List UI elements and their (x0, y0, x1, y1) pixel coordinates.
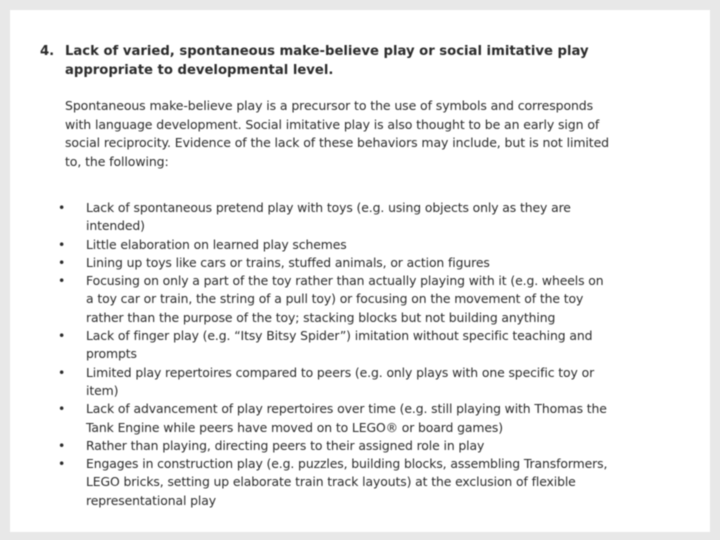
list-item-line: Lack of advancement of play repertoires over time (e.g. still playing with Thomas the (86, 401, 607, 417)
section-number: 4. (40, 44, 55, 59)
bullet-dot-icon: • (58, 456, 66, 472)
list-item-line: rather than the purpose of the toy; stacking blocks but not building anything (86, 309, 556, 325)
list-item-line: LEGO bricks, setting up elaborate train track layouts) at the exclusion of flexible (86, 474, 576, 490)
document-page (10, 10, 710, 532)
bullet-dot-icon: • (58, 254, 66, 270)
list-item-line: representational play (86, 492, 216, 508)
section-heading (40, 43, 680, 80)
list-item (54, 437, 704, 455)
list-item-line: Limited play repertoires compared to peers (e.g. only plays with one specific toy or (86, 364, 595, 380)
bullet-dot-icon: • (58, 437, 66, 453)
list-item (54, 327, 704, 364)
list-item (54, 254, 704, 272)
list-item-line: item) (86, 382, 119, 398)
list-item-line: Tank Engine while peers have moved on to LEGO® or board games) (86, 419, 504, 435)
intro-line: Spontaneous make-believe play is a precursor to the use of symbols and corresponds (65, 98, 594, 113)
list-item-line: a toy car or train, the string of a pull toy) or focusing on the movement of the toy (86, 291, 584, 307)
list-item-line: Lack of finger play (e.g. “Itsy Bitsy Spider”) imitation without specific teaching and (86, 328, 593, 344)
intro-line: with language development. Social imitative play is also thought to be an early sign of (65, 116, 600, 132)
list-item-line: prompts (86, 346, 137, 362)
list-item (54, 455, 704, 510)
list-item-line: Engages in construction play (e.g. puzzles, building blocks, assembling Transformers, (86, 456, 608, 472)
list-item-line: Rather than playing, directing peers to their assigned role in play (86, 437, 485, 453)
heading-line-2: appropriate to developmental level. (65, 62, 334, 78)
intro-line: social reciprocity. Evidence of the lack of these behaviors may include, but is not limited (65, 135, 610, 151)
list-item-line: Focusing on only a part of the toy rather than actually playing with it (e.g. wheels on (86, 273, 604, 289)
list-item (54, 199, 704, 236)
bullet-dot-icon: • (58, 273, 66, 289)
bullet-dot-icon: • (58, 236, 66, 252)
list-item-line: intended) (86, 218, 145, 234)
bullet-dot-icon: • (58, 328, 66, 344)
list-item (54, 364, 704, 401)
bullet-dot-icon: • (58, 364, 66, 380)
list-item (54, 272, 704, 327)
list-item-line: Lining up toys like cars or trains, stuffed animals, or action figures (86, 254, 490, 270)
list-item-line: Lack of spontaneous pretend play with toys (e.g. using objects only as they are (86, 200, 571, 215)
intro-line: to, the following: (65, 153, 169, 169)
list-item (54, 236, 704, 254)
heading-line-1: Lack of varied, spontaneous make-believe play or social imitative play (65, 44, 589, 59)
list-item (54, 400, 704, 437)
bullet-dot-icon: • (58, 401, 66, 417)
list-item-line: Little elaboration on learned play schemes (86, 236, 347, 252)
bullet-dot-icon: • (58, 200, 66, 215)
intro-paragraph (65, 97, 695, 171)
bullet-list (54, 199, 704, 510)
